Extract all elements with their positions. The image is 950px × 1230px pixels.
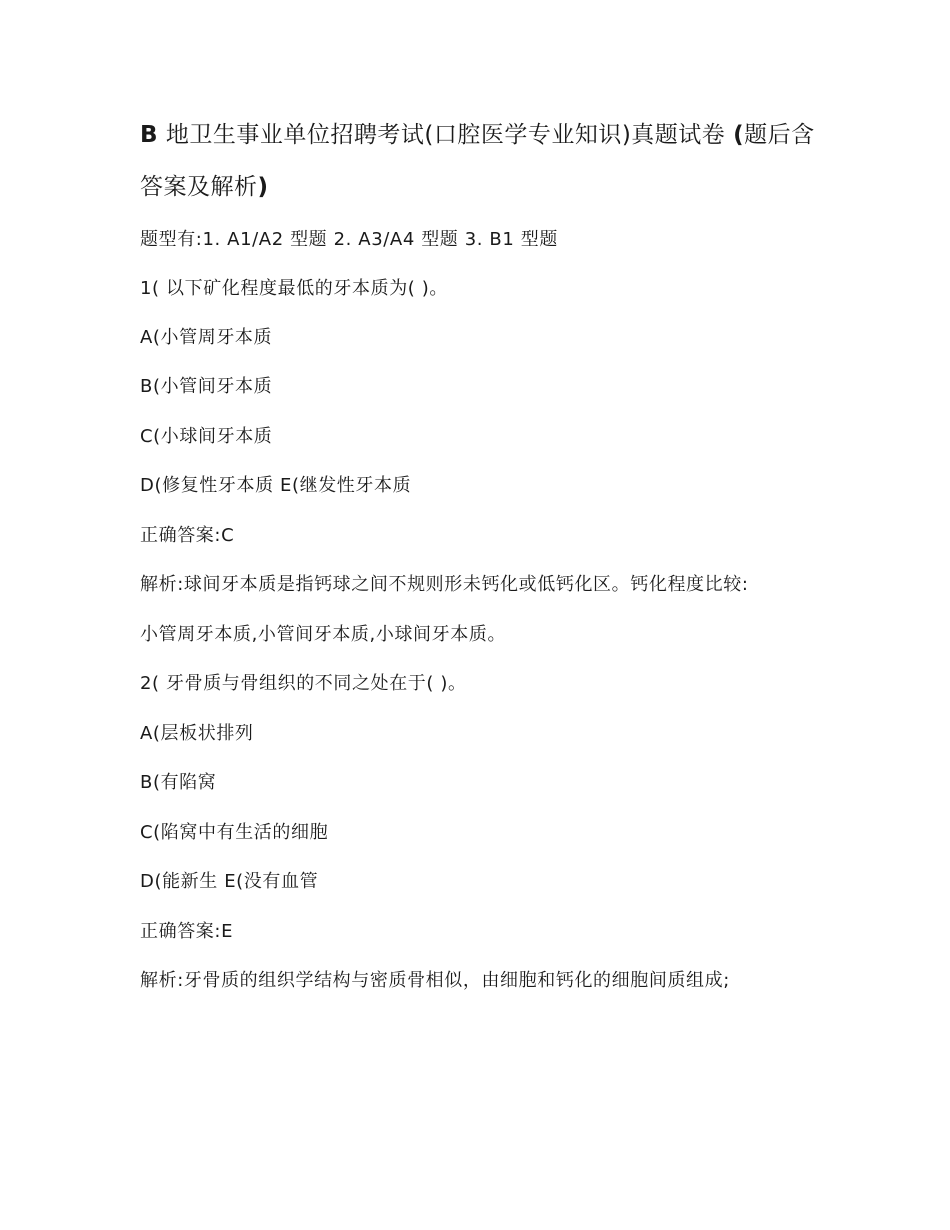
title-paren-close: ) <box>257 174 269 200</box>
title-paren-open: ( <box>733 122 745 148</box>
q1-analysis: 解析:球间牙本质是指钙球之间不规则形未钙化或低钙化区。钙化程度比较: <box>140 574 749 595</box>
q1-option-de: D(修复性牙本质 E(继发性牙本质 <box>140 475 412 496</box>
q1-option-c: C(小球间牙本质 <box>140 426 273 447</box>
q1-analysis-2: 小管周牙本质,小管间牙本质,小球间牙本质。 <box>140 624 507 645</box>
q1-option-b: B(小管间牙本质 <box>140 376 273 397</box>
q2-stem: 2( 牙骨质与骨组织的不同之处在于( )。 <box>140 673 467 694</box>
q1-answer: 正确答案:C <box>140 525 235 546</box>
q2-analysis: 解析:牙骨质的组织学结构与密质骨相似，由细胞和钙化的细胞间质组成; <box>140 970 730 991</box>
document-page <box>140 118 820 995</box>
q2-option-a: A(层板状排列 <box>140 723 254 744</box>
q1-option-a: A(小管周牙本质 <box>140 327 273 348</box>
document-title <box>140 118 820 152</box>
title-main: 地卫生事业单位招聘考试(口腔医学专业知识)真题试卷 <box>165 122 726 148</box>
q2-option-de: D(能新生 E(没有血管 <box>140 871 319 892</box>
q2-answer: 正确答案:E <box>140 921 234 942</box>
question-types: 题型有:1. A1/A2 型题 2. A3/A4 型题 3. B1 型题 <box>140 229 558 250</box>
document-title-line2 <box>140 170 820 204</box>
q1-stem: 1( 以下矿化程度最低的牙本质为( )。 <box>140 278 448 299</box>
q2-option-c: C(陷窝中有生活的细胞 <box>140 822 329 843</box>
title-prefix: B <box>140 122 159 148</box>
q2-option-b: B(有陷窝 <box>140 772 217 793</box>
title-line2-text: 答案及解析 <box>140 174 258 200</box>
title-suffix: 题后含 <box>744 122 815 148</box>
